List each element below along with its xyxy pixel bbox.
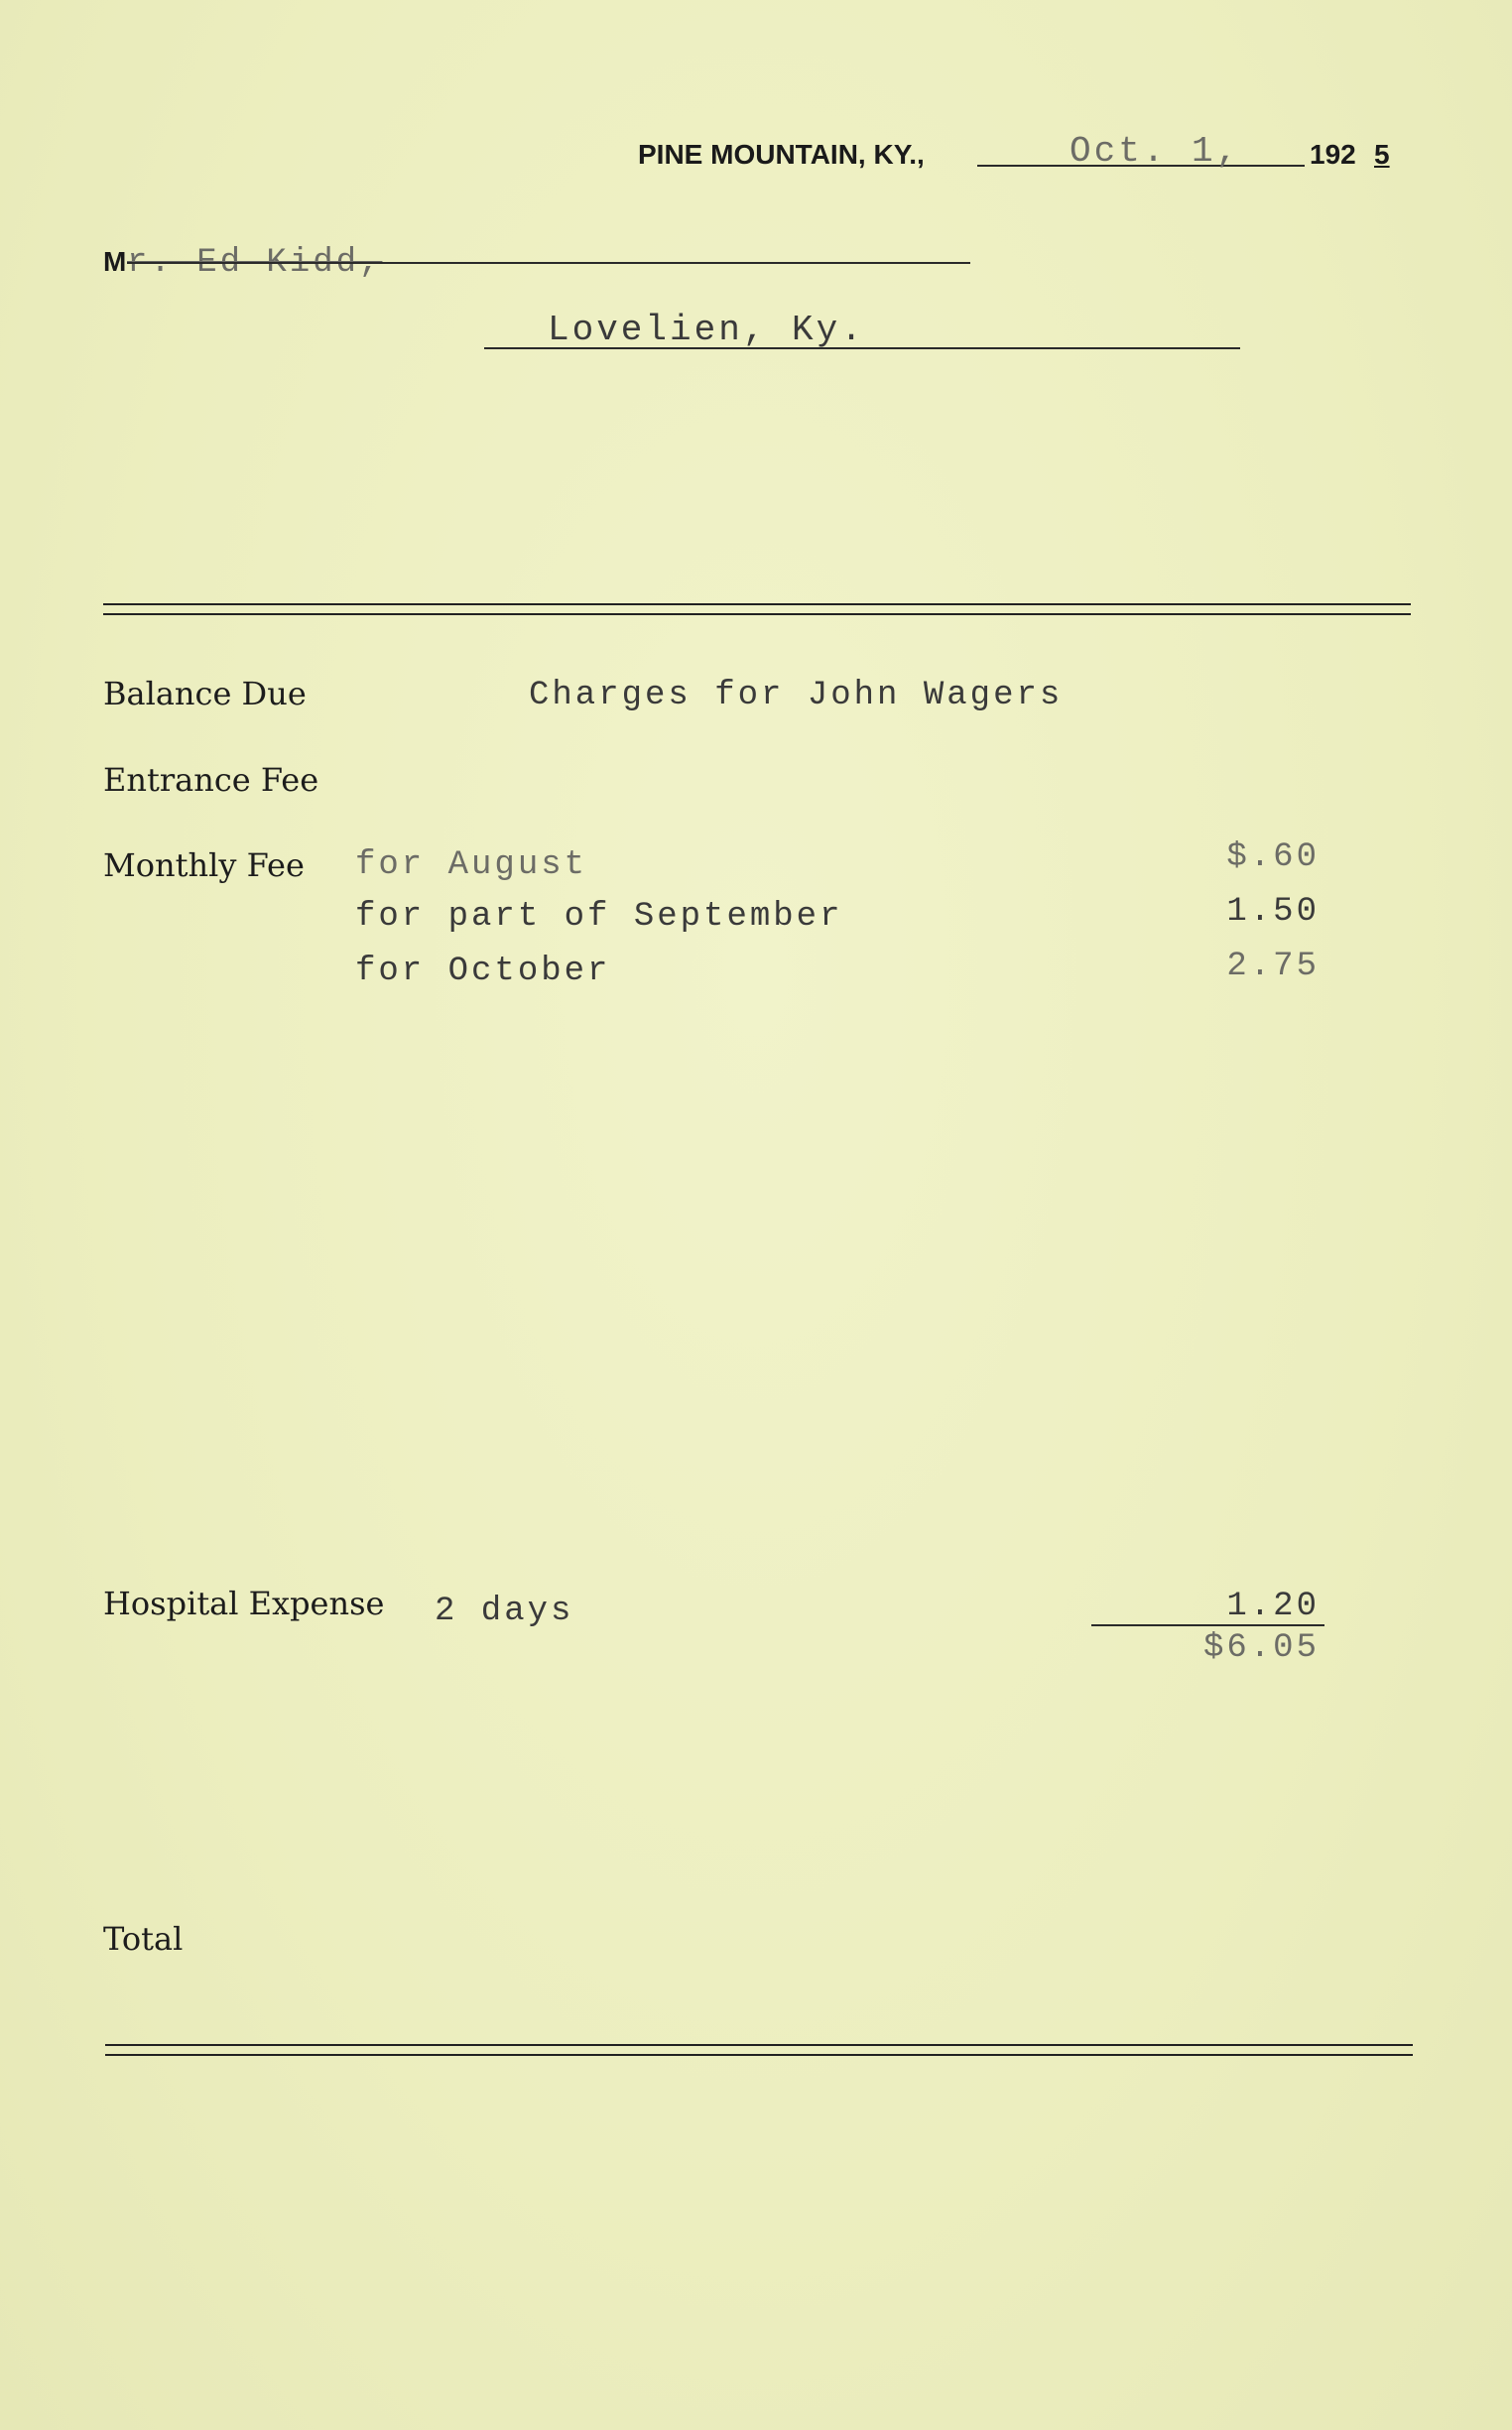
total-label: Total [103, 1920, 184, 1958]
place-label: PINE MOUNTAIN, KY., [638, 139, 925, 170]
entrance-fee-label: Entrance Fee [103, 761, 319, 799]
year-suffix: 5 [1374, 139, 1390, 170]
addressee-prefix: M [103, 246, 127, 277]
addressee-address: Lovelien, Ky. [548, 310, 865, 350]
bottom-double-rule [105, 2044, 1413, 2056]
top-double-rule [103, 603, 1411, 615]
hospital-amount-underline [1091, 1624, 1324, 1626]
hospital-desc: 2 days [435, 1593, 574, 1630]
balance-due-label: Balance Due [103, 675, 307, 712]
date-value: Oct. 1, [1070, 131, 1241, 172]
monthly-item-desc: for October [355, 953, 611, 990]
monthly-item-desc: for part of September [355, 898, 843, 936]
subtotal-amount: $6.05 [1202, 1629, 1320, 1667]
hospital-amount: 1.20 [1226, 1588, 1320, 1625]
monthly-item-amount: 2.75 [1226, 948, 1320, 985]
monthly-fee-label: Monthly Fee [103, 846, 305, 884]
address-underline [484, 347, 1240, 349]
charges-for: Charges for John Wagers [529, 677, 1064, 714]
hospital-expense-label: Hospital Expense [103, 1585, 385, 1622]
year-prefix: 192 [1310, 139, 1356, 170]
monthly-item-amount: 1.50 [1226, 893, 1320, 931]
addressee-name: r. Ed Kidd, [127, 244, 383, 282]
monthly-item-desc: for August [355, 846, 588, 884]
addressee-name-underline [127, 262, 970, 264]
monthly-item-amount: $.60 [1226, 838, 1320, 876]
